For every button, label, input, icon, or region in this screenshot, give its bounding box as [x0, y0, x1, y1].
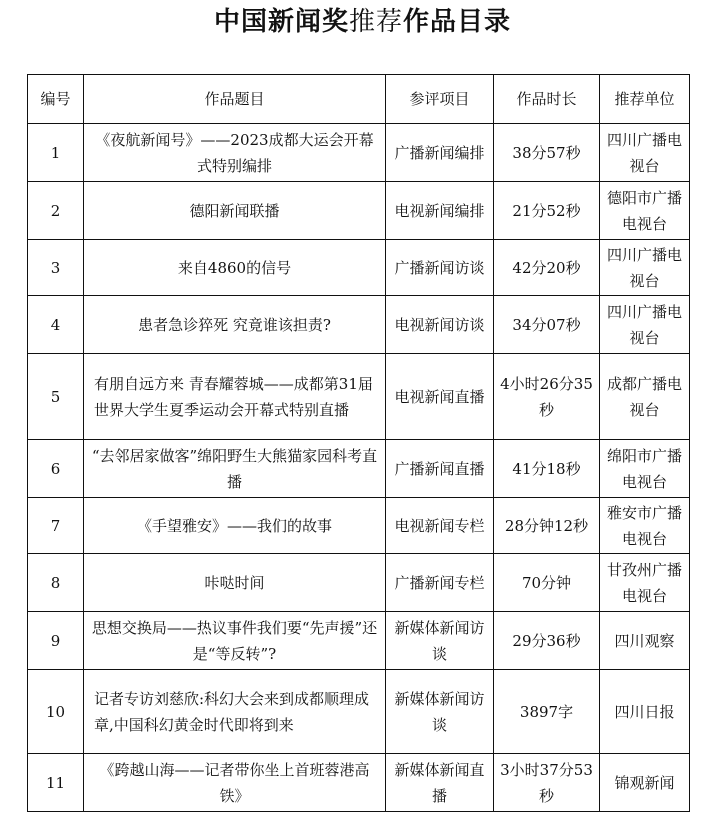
cell-unit: 四川广播电视台 — [600, 240, 690, 296]
cell-no: 8 — [28, 554, 84, 612]
cell-no: 9 — [28, 612, 84, 670]
cell-duration: 42分20秒 — [494, 240, 600, 296]
cell-unit: 德阳市广播电视台 — [600, 182, 690, 240]
cell-item: 广播新闻直播 — [386, 440, 494, 498]
cell-item: 电视新闻专栏 — [386, 498, 494, 554]
cell-item: 新媒体新闻访谈 — [386, 670, 494, 754]
cell-no: 3 — [28, 240, 84, 296]
cell-work: 咔哒时间 — [84, 554, 386, 612]
header-duration: 作品时长 — [494, 75, 600, 124]
cell-item: 新媒体新闻直播 — [386, 754, 494, 812]
table-row — [28, 354, 690, 440]
cell-duration: 4小时26分35秒 — [494, 354, 600, 440]
cell-unit: 甘孜州广播电视台 — [600, 554, 690, 612]
cell-work: 《夜航新闻号》——2023成都大运会开幕式特别编排 — [84, 124, 386, 182]
table-row — [28, 182, 690, 240]
cell-no: 1 — [28, 124, 84, 182]
cell-unit: 成都广播电视台 — [600, 354, 690, 440]
cell-item: 电视新闻访谈 — [386, 296, 494, 354]
cell-item: 广播新闻编排 — [386, 124, 494, 182]
cell-unit: 四川日报 — [600, 670, 690, 754]
cell-unit: 四川广播电视台 — [600, 296, 690, 354]
table-row — [28, 754, 690, 812]
cell-item: 广播新闻访谈 — [386, 240, 494, 296]
cell-no: 7 — [28, 498, 84, 554]
cell-item: 电视新闻直播 — [386, 354, 494, 440]
cell-duration: 3小时37分53秒 — [494, 754, 600, 812]
cell-work: 来自4860的信号 — [84, 240, 386, 296]
table-row — [28, 498, 690, 554]
cell-duration: 70分钟 — [494, 554, 600, 612]
cell-work: 《手望雅安》——我们的故事 — [84, 498, 386, 554]
table-row — [28, 554, 690, 612]
header-unit: 推荐单位 — [600, 75, 690, 124]
cell-unit: 锦观新闻 — [600, 754, 690, 812]
cell-work: “去邻居家做客”绵阳野生大熊猫家园科考直播 — [84, 440, 386, 498]
cell-item: 电视新闻编排 — [386, 182, 494, 240]
cell-no: 4 — [28, 296, 84, 354]
title-part-2: 推荐 — [348, 7, 403, 37]
cell-unit: 四川广播电视台 — [600, 124, 690, 182]
table-row — [28, 124, 690, 182]
cell-work: 德阳新闻联播 — [84, 182, 386, 240]
table-row — [28, 440, 690, 498]
header-no: 编号 — [28, 75, 84, 124]
cell-duration: 29分36秒 — [494, 612, 600, 670]
cell-no: 10 — [28, 670, 84, 754]
cell-duration: 21分52秒 — [494, 182, 600, 240]
header-item: 参评项目 — [386, 75, 494, 124]
cell-no: 11 — [28, 754, 84, 812]
table-row — [28, 670, 690, 754]
cell-no: 2 — [28, 182, 84, 240]
cell-item: 广播新闻专栏 — [386, 554, 494, 612]
cell-unit: 雅安市广播电视台 — [600, 498, 690, 554]
cell-work: 记者专访刘慈欣:科幻大会来到成都顺理成章,中国科幻黄金时代即将到来 — [84, 670, 386, 754]
cell-duration: 28分钟12秒 — [494, 498, 600, 554]
cell-work: 患者急诊猝死 究竟谁该担责? — [84, 296, 386, 354]
cell-item: 新媒体新闻访谈 — [386, 612, 494, 670]
cell-unit: 四川观察 — [600, 612, 690, 670]
works-table — [27, 74, 690, 812]
page-title — [0, 4, 725, 40]
title-part-1: 中国新闻奖 — [213, 7, 349, 37]
cell-no: 6 — [28, 440, 84, 498]
cell-work: 思想交换局——热议事件我们要“先声援”还是“等反转”? — [84, 612, 386, 670]
table-header-row — [28, 75, 690, 124]
table-row — [28, 296, 690, 354]
cell-work: 有朋自远方来 青春耀蓉城——成都第31届世界大学生夏季运动会开幕式特别直播 — [84, 354, 386, 440]
title-part-3: 作品目录 — [403, 7, 512, 37]
table-row — [28, 612, 690, 670]
cell-duration: 38分57秒 — [494, 124, 600, 182]
cell-duration: 3897字 — [494, 670, 600, 754]
cell-no: 5 — [28, 354, 84, 440]
cell-unit: 绵阳市广播电视台 — [600, 440, 690, 498]
cell-work: 《跨越山海——记者带你坐上首班蓉港高铁》 — [84, 754, 386, 812]
cell-duration: 41分18秒 — [494, 440, 600, 498]
header-work: 作品题目 — [84, 75, 386, 124]
table-row — [28, 240, 690, 296]
cell-duration: 34分07秒 — [494, 296, 600, 354]
